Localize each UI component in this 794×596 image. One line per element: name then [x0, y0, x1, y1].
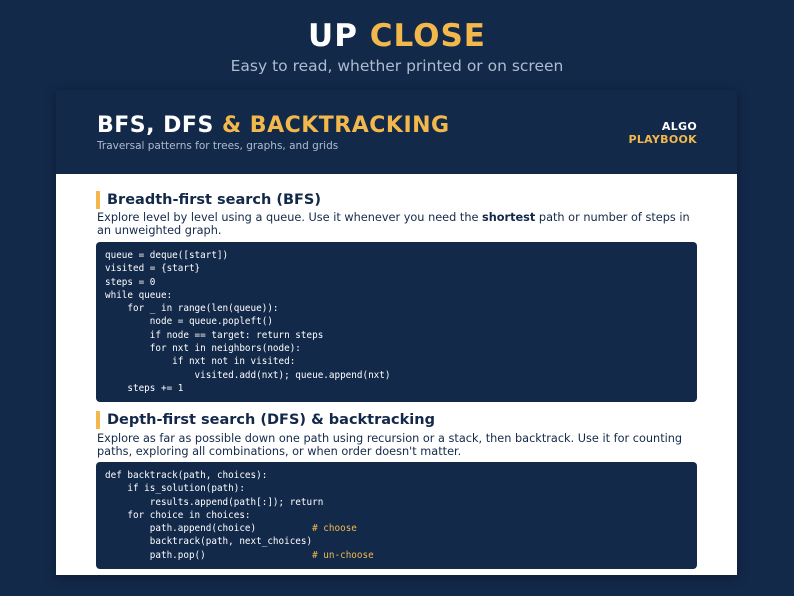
code-line: node = queue.popleft() [105, 316, 273, 328]
code-line [105, 522, 688, 535]
hero-subtitle: Easy to read, whether printed or on screen [230, 57, 564, 75]
code-line: if node == target: return steps [105, 329, 324, 341]
card-subtitle: Traversal patterns for trees, graphs, and grids [97, 140, 339, 152]
code-line: queue = deque([start]) [105, 250, 229, 261]
hero-title [0, 16, 794, 56]
code-block-dfs [96, 462, 697, 569]
code-block-bfs [96, 242, 697, 402]
code-line: visited.add(nxt); queue.append(nxt) [105, 369, 391, 381]
bfs-text-before: Explore level by level using a queue. Use it whenever you need the [97, 211, 483, 224]
code-line [105, 549, 688, 562]
code-line [105, 482, 688, 495]
brand-line-1: ALGO [661, 120, 697, 133]
code-line: if nxt not in visited: [105, 356, 296, 368]
code-line: for nxt in neighbors(node): [105, 343, 301, 355]
code-line [105, 535, 688, 548]
brand-line-2: PLAYBOOK [628, 133, 697, 146]
section-description-dfs: Explore as far as possible down one path using recursion or a stack, then backtrack. Use it for counting paths, exploring all combinations, or when order doesn't matter. [97, 432, 683, 458]
code-text: results.append(path[:]); return [105, 496, 324, 508]
code-line: steps += 1 [105, 382, 184, 394]
bfs-text-bold: shortest [482, 211, 536, 224]
hero-title-accent: CLOSE [369, 18, 486, 54]
brand-logo [628, 120, 697, 146]
card-title-main: BFS, DFS [97, 113, 222, 138]
bfs-text-after: path or number of steps in an unweighted graph. [97, 211, 690, 237]
code-text: path.append(choice) [105, 523, 313, 535]
code-line: visited = {start} [105, 263, 201, 275]
code-line [105, 469, 688, 482]
code-text: backtrack(path, next_choices) [105, 536, 313, 548]
code-line [105, 496, 688, 509]
section-heading-bfs: Breadth-first search (BFS) [96, 191, 321, 209]
playbook-card [56, 90, 737, 575]
section-description-bfs [97, 211, 697, 237]
code-text: if is_solution(path): [105, 483, 245, 495]
code-line: for _ in range(len(queue)): [105, 303, 279, 315]
code-comment: # un-choose [312, 549, 374, 561]
card-title [97, 112, 450, 140]
code-line: while queue: [105, 289, 173, 301]
code-comment: # choose [312, 523, 357, 535]
code-line [105, 509, 688, 522]
code-line: steps = 0 [105, 276, 156, 288]
code-text: path.pop() [105, 549, 313, 561]
hero-title-main: UP [308, 18, 370, 54]
code-text: def backtrack(path, choices): [105, 470, 268, 481]
card-header [56, 90, 737, 174]
code-text: for choice in choices: [105, 509, 251, 521]
card-title-accent: & BACKTRACKING [221, 113, 450, 138]
section-heading-dfs: Depth-first search (DFS) & backtracking [96, 411, 435, 429]
